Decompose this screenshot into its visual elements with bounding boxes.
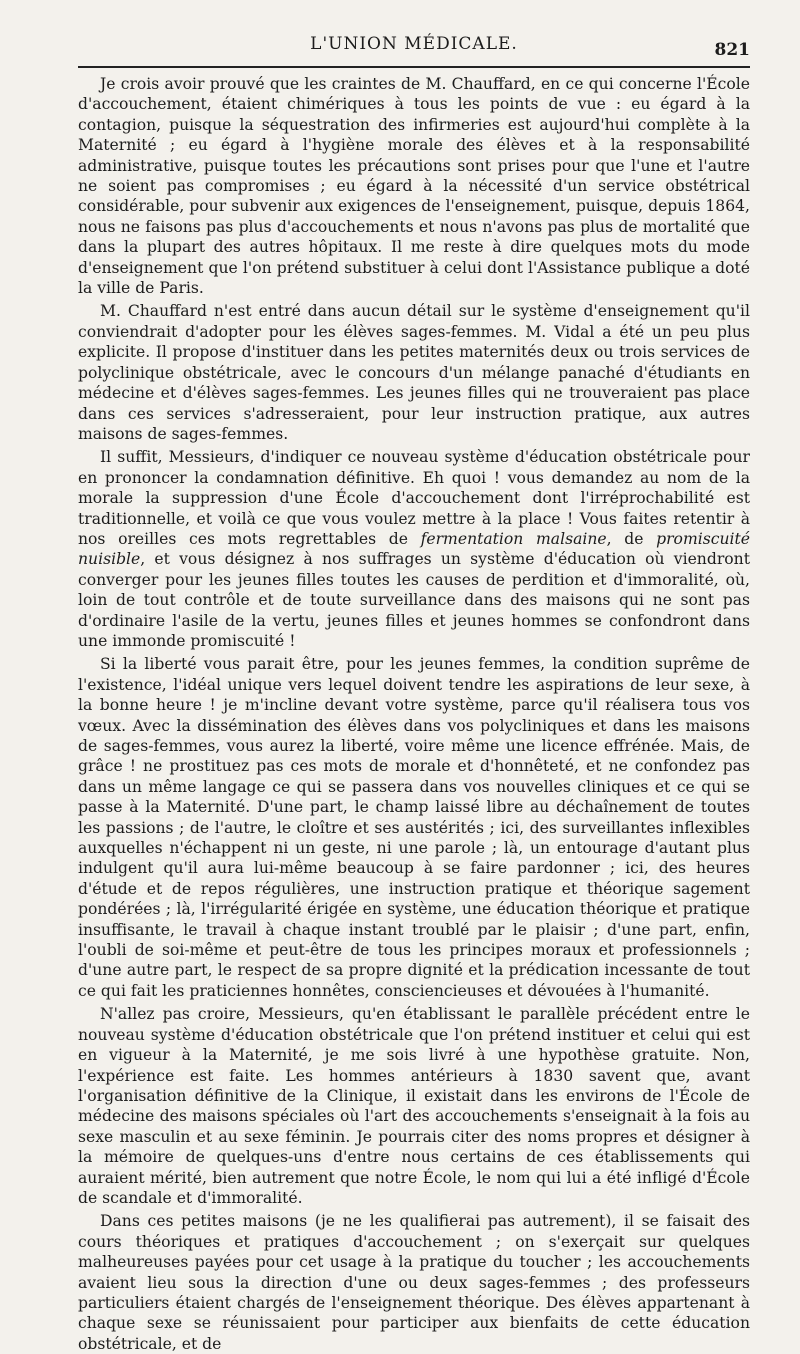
- header-rule: [78, 66, 750, 68]
- body-text: [78, 74, 750, 1354]
- italic-phrase: fermentation malsaine: [420, 529, 607, 548]
- page-number: 821: [714, 40, 750, 60]
- text-run: , de: [606, 529, 644, 548]
- running-title: L'UNION MÉDICALE.: [310, 34, 518, 54]
- page-header: [78, 22, 750, 62]
- paragraph: N'allez pas croire, Messieurs, qu'en établissant le parallèle précédent entre le nouveau système d'éducation obstétricale que l'on prétend instituer et celui qui est en vigueur à la Maternité, je me sois livré à une hypothèse gratuite. Non, l'expérience est faite. Les hommes antérieurs à 1830 savent que, avant l'organisation définitive de la Clinique, il existait dans les environs de l'École de médecine des maisons spéciales où l'art des accouchements s'enseignait à la fois au sexe masculin et au sexe féminin. Je pourrais citer des noms propres et désigner à la mémoire de quelques-uns d'entre nous certains de ces établissements qui auraient mérité, bien autrement que notre École, le nom qui lui a été infligé d'École de scandale et d'immoralité.: [78, 1005, 750, 1207]
- italic-phrase: promiscuité nuisible: [78, 529, 750, 569]
- text-run: Il suffit, Messieurs, d'indiquer ce nouveau système d'éducation obstétricale pour en prononcer la condamnation définitive. Eh quoi ! vous demandez au nom de la morale la suppression d'une École d'accouchement dont l'irréprochabilité est traditionnelle, et voilà ce que vous voulez mettre à la place ! Vous faites retentir à nos oreilles ces mots regrettables de: [78, 448, 750, 548]
- paragraph: M. Chauffard n'est entré dans aucun détail sur le système d'enseignement qu'il conviendrait d'adopter pour les élèves sages-femmes. M. Vidal a été un peu plus explicite. Il propose d'instituer dans les petites maternités deux ou trois services de polyclinique obstétricale, avec le concours d'un mélange panaché d'étudiants en médecine et d'élèves sages-femmes. Les jeunes filles qui ne trouveraient pas place dans ces services s'adresseraient, pour leur instruction pratique, aux autres maisons de sages-femmes.: [78, 302, 750, 443]
- text-run: , et vous désignez à nos suffrages un système d'éducation où viendront converger pour les jeunes filles toutes les causes de perdition et d'immoralité, où, loin de tout contrôle et de toute surveillance dans des maisons qui ne sont pas d'ordinaire l'asile de la vertu, jeunes filles et jeunes hommes se confondront dans une immonde promiscuité !: [78, 550, 750, 650]
- paragraph: Je crois avoir prouvé que les craintes de M. Chauffard, en ce qui concerne l'École d'accouchement, étaient chimériques à tous les points de vue : eu égard à la contagion, puisque la séquestration des infirmeries est aujourd'hui complète à la Maternité ; eu égard à l'hygiène morale des élèves et à la responsabilité administrative, puisque toutes les précautions sont prises pour que l'une et l'autre ne soient pas compromises ; eu égard à la nécessité d'un service obstétrical considérable, pour subvenir aux exigences de l'enseignement, puisque, depuis 1864, nous ne faisons pas plus d'accouchements et nous n'avons pas plus de mortalité que dans la plupart des autres hôpitaux. Il me reste à dire quelques mots du mode d'enseignement que l'on prétend substituer à celui dont l'Assistance publique a doté la ville de Paris.: [78, 75, 750, 298]
- paragraph: Si la liberté vous parait être, pour les jeunes femmes, la condition suprême de l'existence, l'idéal unique vers lequel doivent tendre les aspirations de leur sexe, à la bonne heure ! je m'incline devant votre système, parce qu'il réalisera tous vos vœux. Avec la dissémination des élèves dans vos polycliniques et dans les maisons de sages-femmes, vous aurez la liberté, voire même une licence effrénée. Mais, de grâce ! ne prostituez pas ces mots de morale et d'honnêteté, et ne confondez pas dans un même langage ce qui se passera dans vos nouvelles cliniques et ce qui se passe à la Maternité. D'une part, le champ laissé libre au déchaînement de toutes les passions ; de l'autre, le cloître et ses austérités ; ici, des surveillantes inflexibles auxquelles n'échappent ni un geste, ni une parole ; là, un entourage d'autant plus indulgent qu'il aura lui-même beaucoup à se faire pardonner ; ici, des heures d'étude et de repos régulières, une instruction pratique et théorique sagement pondérées ; là, l'irrégularité érigée en système, une éducation théorique et pratique insuffisante, le travail à chaque instant troublé par le plaisir ; d'une part, enfin, l'oubli de soi-même et peut-être de tous les principes moraux et professionnels ; d'une autre part, le respect de sa propre dignité et la prédication incessante de tout ce qui fait les praticiennes honnêtes, consciencieuses et dévouées à l'humanité.: [78, 655, 750, 1000]
- paragraph: Dans ces petites maisons (je ne les qualifierai pas autrement), il se faisait des cours théoriques et pratiques d'accouchement ; on s'exerçait sur quelques malheureuses payées pour cet usage à la pratique du toucher ; les accouchements avaient lieu sous la direction d'une ou deux sages-femmes ; des professeurs particuliers étaient chargés de l'enseignement théorique. Des élèves appartenant à chaque sexe se réunissaient pour participer aux bienfaits de cette éducation obstétricale, et de: [78, 1212, 750, 1353]
- paragraph: [78, 447, 750, 651]
